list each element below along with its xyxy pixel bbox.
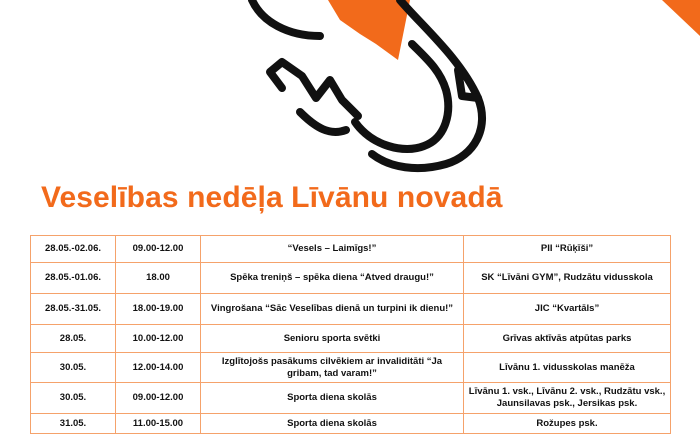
date-cell: 30.05. — [31, 383, 116, 414]
place-cell: PII “Rūķīši” — [464, 236, 671, 263]
time-cell: 11.00-15.00 — [116, 414, 201, 434]
orange-flag-shape — [328, 0, 410, 60]
mascot-lower-tail — [300, 112, 346, 132]
event-cell: Vingrošana “Sāc Veselības dienā un turpini ik dienu!” — [201, 294, 464, 325]
time-cell: 18.00-19.00 — [116, 294, 201, 325]
table-row — [31, 414, 671, 434]
date-cell: 28.05.-31.05. — [31, 294, 116, 325]
place-cell: SK “Līvāni GYM”, Rudzātu vidusskola — [464, 263, 671, 294]
time-cell: 12.00-14.00 — [116, 353, 201, 383]
event-cell: Spēka treniņš – spēka diena “Atved draugu!” — [201, 263, 464, 294]
event-cell: Sporta diena skolās — [201, 383, 464, 414]
table-row — [31, 263, 671, 294]
event-cell: Sporta diena skolās — [201, 414, 464, 434]
time-cell: 10.00-12.00 — [116, 325, 201, 353]
mascot-top-arc — [252, 0, 320, 36]
place-cell: JIC “Kvartāls” — [464, 294, 671, 325]
table-row — [31, 353, 671, 383]
event-cell: “Vesels – Laimīgs!” — [201, 236, 464, 263]
date-cell: 28.05.-02.06. — [31, 236, 116, 263]
page-title: Veselības nedēļa Līvānu novadā — [41, 181, 503, 214]
date-cell: 28.05.-01.06. — [31, 263, 116, 294]
mascot-legs-zigzag — [270, 62, 358, 116]
table-row — [31, 383, 671, 414]
mascot-logo — [0, 0, 700, 180]
mascot-inner-loop — [355, 44, 448, 149]
place-cell: Rožupes psk. — [464, 414, 671, 434]
time-cell: 09.00-12.00 — [116, 383, 201, 414]
place-cell: Līvānu 1. vsk., Līvānu 2. vsk., Rudzātu vsk., Jaunsilavas psk., Jersikas psk. — [464, 383, 671, 414]
time-cell: 18.00 — [116, 263, 201, 294]
place-cell: Grīvas aktīvās atpūtas parks — [464, 325, 671, 353]
event-cell: Izglītojošs pasākums cilvēkiem ar invaliditāti “Ja gribam, tad varam!” — [201, 353, 464, 383]
date-cell: 28.05. — [31, 325, 116, 353]
table-row — [31, 294, 671, 325]
schedule-table — [30, 235, 671, 434]
table-row — [31, 325, 671, 353]
date-cell: 30.05. — [31, 353, 116, 383]
orange-corner-shape — [662, 0, 700, 36]
place-cell: Līvānu 1. vidusskolas manēža — [464, 353, 671, 383]
table-row — [31, 236, 671, 263]
time-cell: 09.00-12.00 — [116, 236, 201, 263]
event-cell: Senioru sporta svētki — [201, 325, 464, 353]
date-cell: 31.05. — [31, 414, 116, 434]
